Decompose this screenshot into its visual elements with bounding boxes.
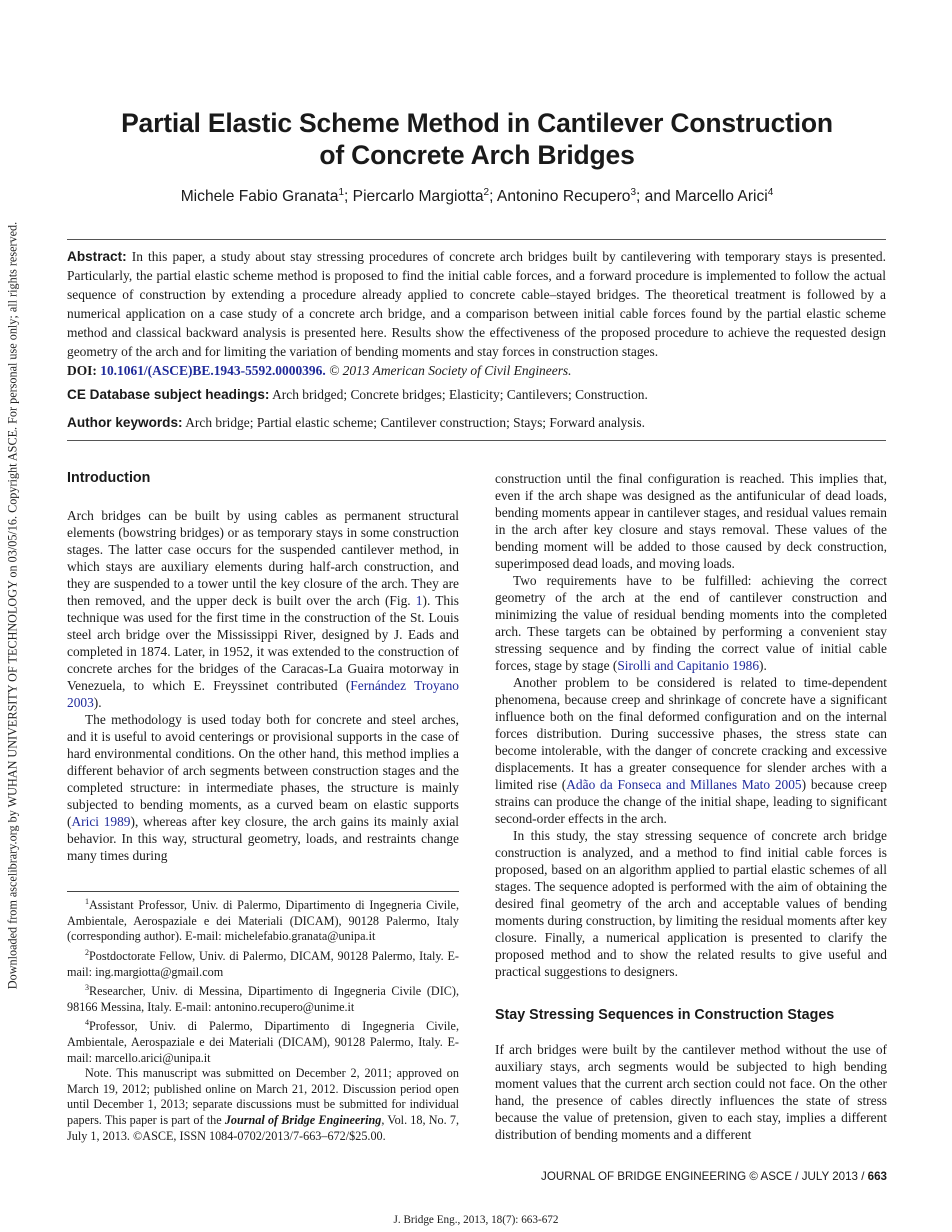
paragraph-text: ). [93, 695, 102, 710]
copyright-notice: © 2013 American Society of Civil Engineers. [329, 363, 572, 378]
author-keywords-label: Author keywords: [67, 415, 183, 430]
doi-label: DOI: [67, 363, 97, 378]
footnote-text: Assistant Professor, Univ. di Palermo, Dipartimento di Ingegneria Civile, Ambientale, Aerospaziale e dei Materiali (DICAM), 90128 Palermo, Italy (corresponding author). E-mail: michelefabio.granata@unipa.it [67, 898, 459, 944]
right-column [495, 470, 887, 980]
author-4: Marcello Arici [675, 188, 768, 206]
footnote-text: Postdoctorate Fellow, Univ. di Palermo, DICAM, 90128 Palermo, Italy. E-mail: ing.margiotta@gmail.com [67, 948, 459, 979]
author-4-affiliation: 4 [767, 187, 774, 198]
download-notice-sidebar [3, 0, 21, 1232]
running-footer [480, 1170, 887, 1183]
stay-section-paragraph: If arch bridges were built by the cantilever method without the use of auxiliary stays, arch segments would be subjected to high bending moment values that the current arch section could not face. On the other hand, the presence of cables directly influences the state of stress because the value of pretension, given to each stay, implies a different distribution of bending moments and a different [495, 1042, 887, 1142]
intro-paragraph-3: construction until the final configuration is reached. This implies that, even if the arch shape was designed as the antifunicular of dead loads, bending moments appear in cantilever stages, and residual values remain in the arch after key closure and stays removal. These values of the bending moment will be added to those caused by deck construction, superimposed dead loads, and moving loads. [495, 471, 887, 571]
footnote-number: 1 [85, 897, 89, 906]
page-number: 663 [867, 1170, 887, 1183]
paragraph-text: ) because creep strains can produce the change of the initial shape, leading to significant second-order effects in the arch. [495, 777, 887, 826]
author-keywords [67, 415, 886, 431]
footnotes [67, 894, 459, 1144]
section-heading-stay-stressing: Stay Stressing Sequences in Construction Stages [495, 1007, 835, 1023]
abstract-bottom-rule [67, 440, 886, 441]
note-text: , Vol. 18, No. 7, July 1, 2013. ©ASCE, ISSN 1084-0702/2013/7-663–672/$25.00. [67, 1112, 459, 1143]
paragraph-text: Two requirements have to be fulfilled: achieving the correct geometry of the arch at the end of cantilever construction and minimizing the value of residual bending moments into the completed arch. These targets can be obtained by performing a convenient stay stressing sequence and by finding the correct value of initial cable forces, stage by stage ( [495, 573, 887, 673]
paragraph-text: Arch bridges can be built by using cables as permanent structural elements (bowstring bridges) or as temporary stays in some construction stages. The latter case occurs for the suspended cantilever method, in which stays are auxiliary elements during half-arch construction, and they are suspended to a tower until the key closure of the arch. They are then removed, and the upper deck is built over the arch (Fig. [67, 508, 459, 608]
title-line-1: Partial Elastic Scheme Method in Cantilever Construction [121, 108, 833, 138]
section-heading-introduction: Introduction [67, 470, 151, 486]
paragraph-text: ), whereas after key closure, the arch gains its mainly axial behavior. In this way, structural geometry, loads, and restraints change many times during [67, 814, 459, 863]
paragraph-text: Another problem to be considered is related to time-dependent phenomena, because creep and shrinkage of concrete have a significant influence both on the final deformed configuration and on the internal forces distribution. During successive phases, the stress state can become intolerable, with the danger of concrete cracking and excessive displacements. It has a greater consequence for slender arches with a limited rise ( [495, 675, 887, 792]
paper-title [66, 107, 888, 171]
citation-link[interactable]: Adão da Fonseca and Millanes Mato 2005 [566, 777, 802, 792]
subject-headings-text: Arch bridged; Concrete bridges; Elasticity; Cantilevers; Construction. [272, 387, 648, 402]
author-separator: ; [489, 188, 497, 206]
journal-name: Journal of Bridge Engineering [224, 1112, 382, 1127]
author-keywords-text: Arch bridge; Partial elastic scheme; Cantilever construction; Stays; Forward analysis. [185, 415, 645, 430]
figure-link[interactable]: 1 [415, 593, 423, 608]
footnote-rule [67, 891, 459, 892]
subject-headings [67, 387, 886, 403]
author-list [66, 187, 888, 206]
citation-link[interactable]: Arici 1989 [71, 814, 131, 829]
title-line-2: of Concrete Arch Bridges [319, 140, 635, 170]
paragraph-text: ). [759, 658, 767, 673]
paragraph-text: ). This technique was used for the first time in the construction of the St. Louis steel arch bridge over the Mississippi River, designed by J. Eads and completed in 1874. Later, in 1952, it was extended to the construction of concrete arches for the bridges of the Caracas-La Guaira motorway in Venezuela, to which E. Freyssinet contributed ( [67, 593, 459, 693]
abstract-block [67, 247, 886, 380]
footnote-2 [67, 945, 459, 980]
footnote-4 [67, 1015, 459, 1066]
footnote-text: Professor, Univ. di Palermo, Dipartimento di Ingegneria Civile, Ambientale, Aerospaziale e dei Materiali (DICAM), 90128 Palermo, Italy. E-mail: marcello.arici@unipa.it [67, 1019, 459, 1065]
author-1-affiliation: 1 [338, 187, 344, 198]
footnote-1 [67, 894, 459, 945]
author-separator: ; and [636, 188, 676, 206]
intro-paragraph-5 [495, 674, 887, 827]
intro-paragraph-2 [67, 711, 459, 864]
footnote-3 [67, 980, 459, 1015]
note-text: Note. This manuscript was submitted on December 2, 2011; approved on March 19, 2012; published online on March 21, 2012. Discussion period open until December 1, 2013; separate discussions must be submitted for individual papers. This paper is part of the [67, 1066, 459, 1127]
author-3-affiliation: 3 [630, 187, 636, 198]
footnote-number: 3 [85, 983, 89, 993]
intro-paragraph-6: In this study, the stay stressing sequence of concrete arch bridge construction is analyzed, and a method to find initial cable forces is proposed, based on an algorithm applied to partial elastic schemes of all stages. The sequence adopted is performed with the aim of obtaining the desired final geometry of the arch and acceptable values of bending moments during construction, by limiting the residual moments after key closure. Finally, a numerical application is presented to clarify the proposed method and to show the related results to give useful and practical suggestions to designers. [495, 828, 887, 979]
author-2: Piercarlo Margiotta [352, 188, 484, 206]
author-3: Antonino Recupero [496, 188, 631, 206]
abstract-label: Abstract: [67, 249, 127, 264]
citation-link[interactable]: Fernández Troyano 2003 [67, 678, 460, 710]
doi-link[interactable]: 10.1061/(ASCE)BE.1943-5592.0000396. [100, 363, 326, 378]
abstract-top-rule [67, 239, 886, 240]
journal-footer-text: JOURNAL OF BRIDGE ENGINEERING © ASCE / JULY 2013 / [541, 1170, 868, 1183]
download-notice-text: Downloaded from ascelibrary.org by WUHAN UNIVERSITY OF TECHNOLOGY on 03/05/16. Copyright ASCE. For personal use only; all rights reserved. [5, 221, 20, 990]
citation-link[interactable]: Sirolli and Capitanio 1986 [617, 658, 760, 673]
footnote-number: 4 [85, 1018, 89, 1028]
citation-footer: J. Bridge Eng., 2013, 18(7): 663-672 [393, 1214, 559, 1226]
author-separator: ; [344, 188, 353, 206]
subject-headings-label: CE Database subject headings: [67, 387, 270, 402]
manuscript-note [67, 1066, 459, 1144]
author-1: Michele Fabio Granata [180, 188, 339, 206]
left-column [67, 470, 459, 864]
paragraph-text: The methodology is used today both for concrete and steel arches, and it is useful to avoid centerings or provisional supports in the case of hard environmental conditions. On the other hand, this method implies a different behavior of arch segments between construction stages and the completed structure: in intermediate phases, the structure is mainly subjected to bending moments, as a curved beam on elastic supports ( [67, 712, 459, 829]
author-2-affiliation: 2 [483, 187, 490, 198]
footnote-number: 2 [85, 947, 89, 957]
abstract-text: In this paper, a study about stay stressing procedures of concrete arch bridges built by cantilevering with temporary stays is presented. Particularly, the partial elastic scheme method is proposed to find the initial cable forces, and a forward procedure is implemented to follow the actual sequence of construction by extending a procedure already applied to concrete cable–stayed bridges. The theoretical treatment is followed by a numerical application on a case study of a concrete arch bridge, and a comparison between initial cable forces found by the partial elastic scheme method and classical backward analysis is presented here. Results show the effectiveness of the proposed procedure to achieve the requested design geometry of the arch and for limiting the variation of bending moments and stay forces in construction stages. [67, 249, 887, 359]
intro-paragraph-4 [495, 572, 887, 674]
footnote-text: Researcher, Univ. di Messina, Dipartimento di Ingegneria Civile (DIC), 98166 Messina, Italy. E-mail: antonino.recupero@unime.it [67, 984, 459, 1014]
intro-paragraph-1 [67, 507, 459, 711]
